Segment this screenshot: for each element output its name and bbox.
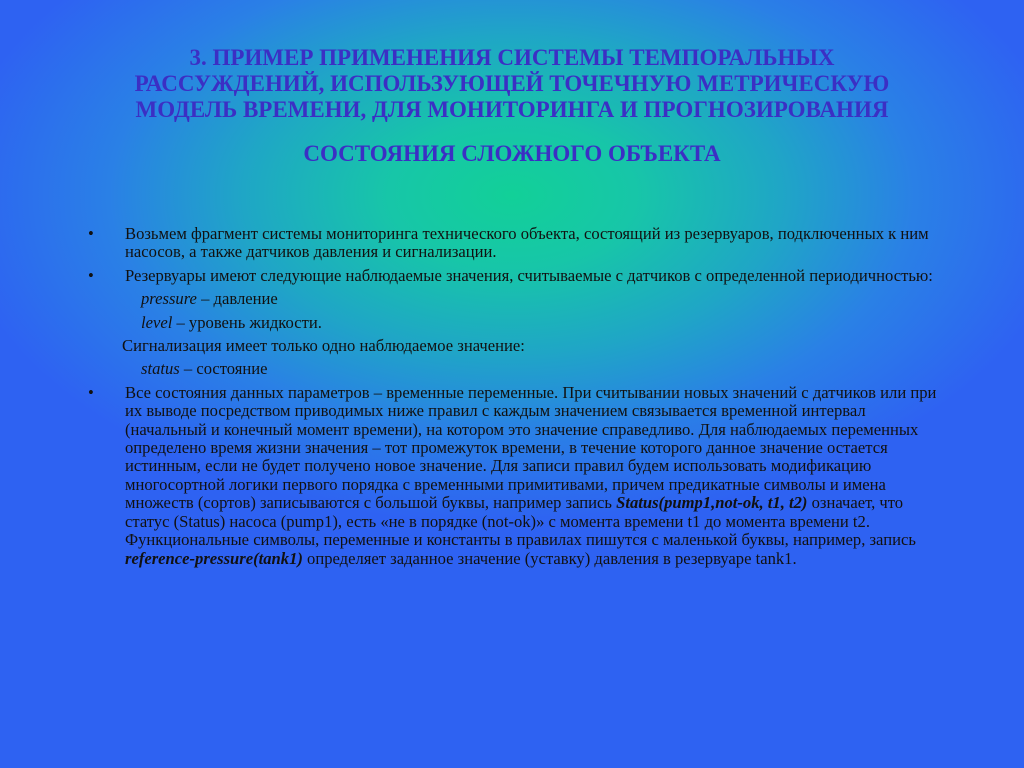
title-line-3: МОДЕЛЬ ВРЕМЕНИ, ДЛЯ МОНИТОРИНГА И ПРОГНОЗИРОВАНИЯ	[135, 97, 889, 122]
variable-description: – давление	[196, 289, 278, 309]
bullet-item-1	[0, 225, 1024, 262]
bullet-marker: •	[88, 382, 94, 402]
bullet3-expression-reference-pressure: reference-pressure(tank1)	[125, 548, 303, 568]
variable-description: – уровень жидкости.	[172, 312, 322, 332]
bullet-item-3	[0, 384, 1024, 568]
variable-name: level	[141, 312, 173, 332]
bullet3-text-part3: определяет заданное значение (уставку) давления в резервуаре tank1.	[302, 548, 797, 568]
bullet-text-3	[125, 384, 940, 568]
title-line-2: РАССУЖДЕНИЙ, ИСПОЛЬЗУЮЩЕЙ ТОЧЕЧНУЮ МЕТРИЧЕСКУЮ	[134, 71, 890, 96]
signal-line: Сигнализация имеет только одно наблюдаемое значение:	[122, 336, 525, 356]
slide-subtitle: СОСТОЯНИЯ СЛОЖНОГО ОБЪЕКТА	[303, 141, 721, 166]
variable-name: status	[141, 359, 180, 379]
bullet3-expression-status: Status(pump1,not-ok, t1, t2)	[616, 493, 808, 513]
title-line-1: 3. ПРИМЕР ПРИМЕНЕНИЯ СИСТЕМЫ ТЕМПОРАЛЬНЫХ	[189, 45, 835, 70]
variable-name: pressure	[141, 289, 197, 309]
variable-status	[141, 360, 1024, 378]
bullet-marker: •	[88, 224, 94, 243]
slide-title	[40, 45, 984, 123]
bullet-text-2: Резервуары имеют следующие наблюдаемые значения, считываемые с датчиков с определенной периодичностью:	[125, 265, 933, 285]
variable-level	[141, 314, 1024, 332]
bullet-text-1: Возьмем фрагмент системы мониторинга технического объекта, состоящий из резервуаров, подключенных к ним насосов, а также датчиков давления и сигнализации.	[125, 224, 929, 262]
bullet-marker: •	[88, 265, 94, 285]
variable-pressure	[141, 290, 1024, 308]
bullet-item-2	[0, 267, 1024, 285]
variable-description: – состояние	[179, 359, 268, 379]
slide-body	[0, 225, 1024, 568]
bullet3-text-part2: означает, что статус (Status) насоса (pump1), есть «не в порядке (not-ok)» с момента времени t1 до момента времени t2. Функциональные символы, переменные и константы в правилах пишутся с маленькой буквы, например, запись	[125, 493, 916, 550]
bullet3-text-part1: Все состояния данных параметров – временные переменные. При считывании новых значений с датчиков или при их выводе посредством приводимых ниже правил с каждым значением связывается временной интервал (начальный и конечный момент времени), на котором это значение справедливо. Для наблюдаемых переменных определено время жизни значения – тот промежуток времени, в течение которого данное значение остается истинным, если не будет получено новое значение. Для записи правил будем использовать модификацию многосортной логики первого порядка с временными примитивами, причем предикатные символы и имена множеств (сортов) записываются с большой буквы, например запись	[125, 382, 937, 513]
